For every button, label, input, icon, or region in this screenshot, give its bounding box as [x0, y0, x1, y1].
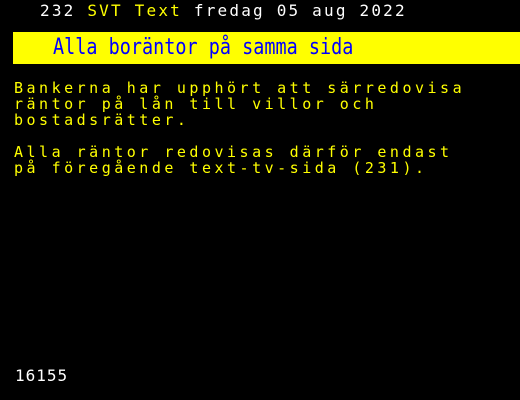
paragraph-line: Bankerna har upphört att särredovisa — [14, 79, 466, 97]
teletext-header — [40, 0, 407, 22]
header-date: fredag 05 aug 2022 — [193, 1, 407, 20]
paragraph-1 — [14, 80, 465, 128]
paragraph-line: räntor på lån till villor och — [14, 95, 378, 113]
paragraph-line[interactable]: på föregående text-tv-sida (231). — [14, 159, 428, 177]
service-name: SVT Text — [87, 1, 183, 20]
paragraph-line: bostadsrätter. — [14, 111, 190, 129]
paragraph-2 — [14, 144, 453, 176]
page-number[interactable]: 232 — [40, 1, 76, 20]
page-title: Alla boräntor på samma sida — [53, 35, 354, 60]
paragraph-line: Alla räntor redovisas därför endast — [14, 143, 453, 161]
title-bar — [13, 32, 520, 64]
footer-number: 16155 — [15, 366, 69, 385]
